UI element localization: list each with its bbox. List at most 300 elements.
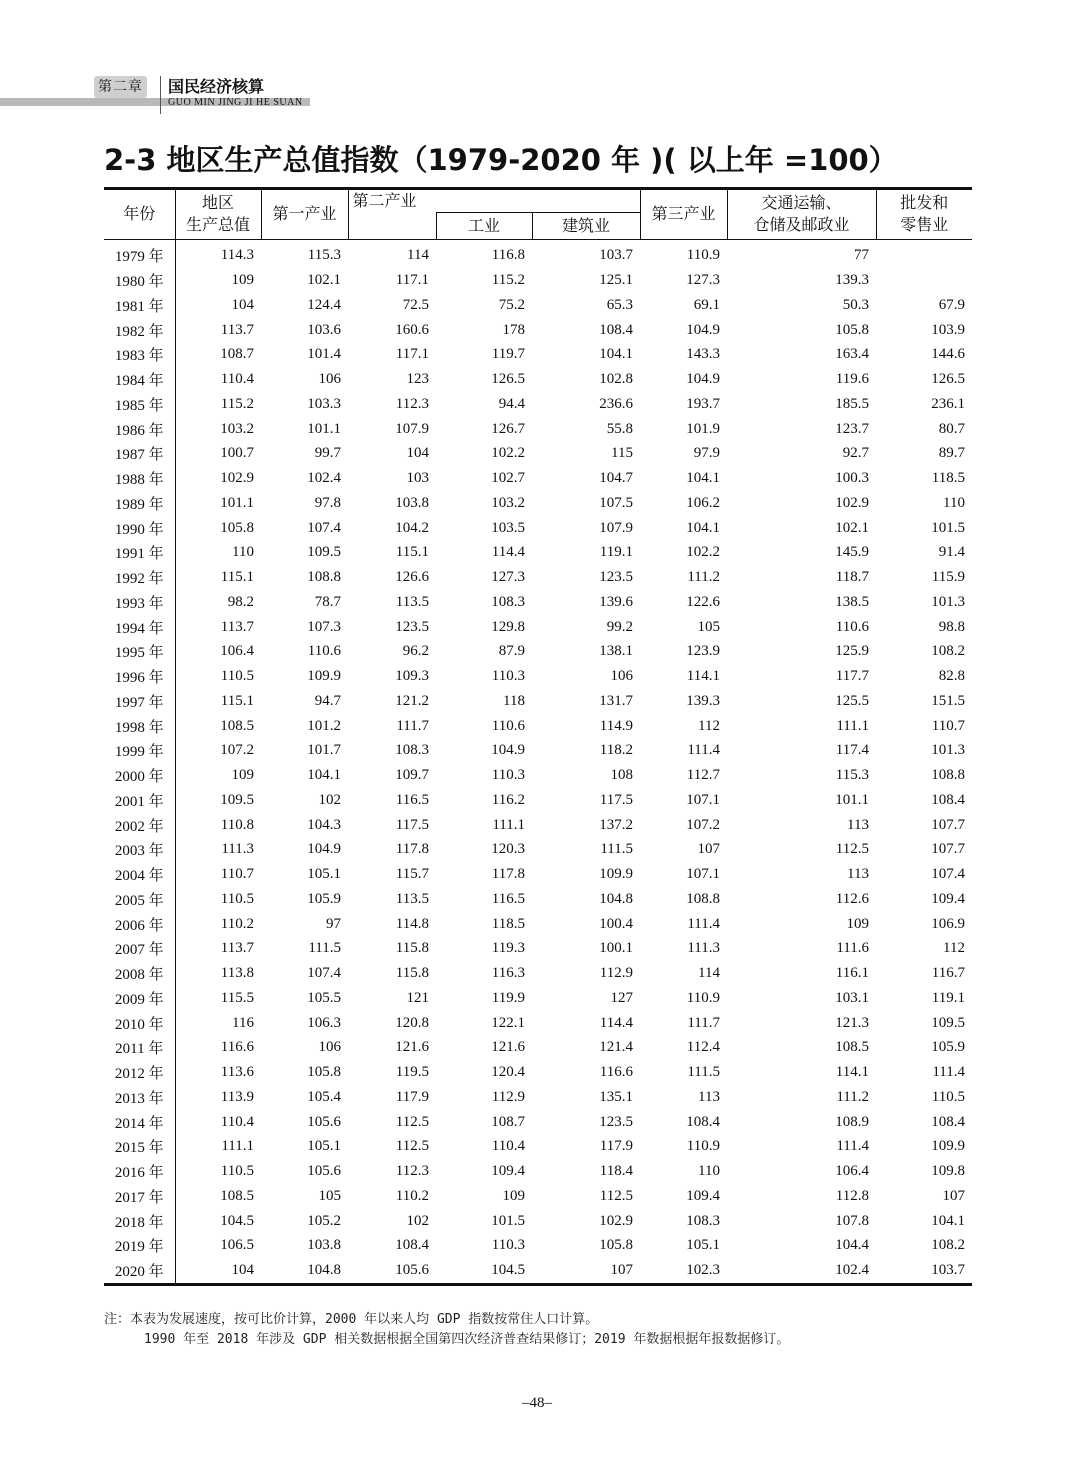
table-row [104, 1159, 972, 1184]
value-cell: 110.6 [491, 717, 525, 734]
value-cell: 104.9 [686, 321, 720, 338]
table-row [104, 541, 972, 566]
value-cell: 108.5 [220, 717, 254, 734]
table-row [104, 1258, 972, 1284]
value-cell: 101.9 [686, 420, 720, 437]
value-cell: 105.8 [835, 321, 869, 338]
value-cell: 118.5 [931, 470, 965, 487]
value-cell: 97 [326, 915, 341, 932]
value-cell: 117.7 [835, 668, 869, 685]
value-cell: 105.6 [348, 1258, 436, 1284]
value-cell: 121 [406, 989, 429, 1006]
value-cell: 100.4 [599, 915, 633, 932]
value-cell: 102.7 [491, 470, 525, 487]
value-cell: 103.1 [835, 989, 869, 1006]
value-cell: 105.4 [307, 1088, 341, 1105]
table-row [104, 516, 972, 541]
running-header [0, 70, 1074, 110]
value-cell: 110.4 [220, 371, 254, 388]
value-cell: 50.3 [842, 296, 869, 313]
value-cell: 127 [610, 989, 633, 1006]
value-cell: 111.5 [687, 1064, 720, 1081]
value-cell: 109 [502, 1187, 525, 1204]
value-cell: 98.8 [938, 618, 965, 635]
value-cell: 105.8 [307, 1064, 341, 1081]
value-cell: 102.9 [599, 1212, 633, 1229]
value-cell: 111.4 [932, 1064, 965, 1081]
value-cell: 107.4 [307, 519, 341, 536]
table-row [104, 961, 972, 986]
value-cell: 104 [175, 1258, 261, 1284]
value-cell: 102.2 [686, 544, 720, 561]
value-cell: 102.9 [220, 470, 254, 487]
value-cell: 101.3 [931, 742, 965, 759]
year-cell: 2010 年 [104, 1011, 175, 1036]
table-row [104, 640, 972, 665]
value-cell: 113.6 [220, 1064, 254, 1081]
year-cell: 2009 年 [104, 986, 175, 1011]
value-cell: 143.3 [686, 346, 720, 363]
value-cell: 123.5 [395, 618, 429, 635]
table-row [104, 714, 972, 739]
value-cell: 102.3 [640, 1258, 727, 1284]
value-cell: 116.5 [395, 791, 429, 808]
value-cell: 104.7 [599, 470, 633, 487]
value-cell: 111.1 [836, 717, 869, 734]
table-row [104, 912, 972, 937]
value-cell: 111.4 [836, 1138, 869, 1155]
value-cell: 110.7 [220, 866, 254, 883]
value-cell: 113.9 [220, 1088, 254, 1105]
value-cell: 120.4 [491, 1064, 525, 1081]
value-cell: 101.2 [307, 717, 341, 734]
value-cell: 107.5 [599, 494, 633, 511]
value-cell: 121.3 [835, 1014, 869, 1031]
value-cell: 151.5 [931, 692, 965, 709]
table-row [104, 862, 972, 887]
value-cell: 118.4 [599, 1163, 633, 1180]
value-cell: 67.9 [938, 296, 965, 313]
value-cell: 118.2 [599, 742, 633, 759]
value-cell: 89.7 [938, 445, 965, 462]
value-cell: 115.5 [220, 989, 254, 1006]
value-cell: 107.4 [931, 866, 965, 883]
value-cell: 101.5 [491, 1212, 525, 1229]
value-cell: 112.9 [491, 1088, 525, 1105]
value-cell: 114.1 [686, 668, 720, 685]
value-cell: 97.9 [693, 445, 720, 462]
chapter-title: 国民经济核算 [168, 77, 265, 96]
value-cell: 115.8 [395, 965, 429, 982]
value-cell: 111.4 [687, 915, 720, 932]
value-cell: 104.9 [686, 371, 720, 388]
value-cell: 109.5 [307, 544, 341, 561]
value-cell: 100.1 [599, 940, 633, 957]
value-cell: 123.9 [686, 643, 720, 660]
year-cell: 2003 年 [104, 838, 175, 863]
table-row [104, 268, 972, 293]
value-cell: 106.3 [307, 1014, 341, 1031]
table-row [104, 813, 972, 838]
value-cell: 102.8 [599, 371, 633, 388]
value-cell: 114.1 [835, 1064, 869, 1081]
value-cell: 109 [231, 767, 254, 784]
value-cell: 117.8 [395, 841, 429, 858]
value-cell: 115.7 [395, 866, 429, 883]
value-cell: 107 [942, 1187, 965, 1204]
value-cell: 108 [610, 767, 633, 784]
value-cell: 114.8 [395, 915, 429, 932]
header-retail: 批发和 零售业 [876, 189, 972, 240]
year-cell: 1996 年 [104, 664, 175, 689]
value-cell: 112.5 [835, 841, 869, 858]
value-cell: 110.9 [686, 989, 720, 1006]
year-cell: 2006 年 [104, 912, 175, 937]
year-cell: 1988 年 [104, 466, 175, 491]
value-cell: 94.7 [314, 692, 341, 709]
value-cell: 160.6 [395, 321, 429, 338]
value-cell: 106 [610, 668, 633, 685]
value-cell: 115.2 [491, 272, 525, 289]
value-cell: 104.1 [686, 519, 720, 536]
value-cell: 110.9 [686, 247, 720, 264]
year-cell: 2018 年 [104, 1209, 175, 1234]
value-cell: 111.1 [221, 1138, 254, 1155]
value-cell: 101.1 [220, 494, 254, 511]
value-cell: 114.9 [599, 717, 633, 734]
value-cell: 80.7 [938, 420, 965, 437]
value-cell: 102.4 [727, 1258, 876, 1284]
table-row [104, 239, 972, 268]
value-cell: 118.7 [835, 569, 869, 586]
value-cell: 101.5 [931, 519, 965, 536]
value-cell: 78.7 [314, 593, 341, 610]
year-cell: 1980 年 [104, 268, 175, 293]
value-cell: 185.5 [835, 395, 869, 412]
value-cell: 112.9 [599, 965, 633, 982]
table-row [104, 343, 972, 368]
value-cell: 112.4 [686, 1039, 720, 1056]
value-cell: 104.8 [599, 890, 633, 907]
value-cell: 117.9 [599, 1138, 633, 1155]
value-cell: 109.9 [931, 1138, 965, 1155]
table-body [104, 239, 972, 1285]
value-cell: 105 [697, 618, 720, 635]
value-cell: 126.5 [931, 371, 965, 388]
value-cell: 113.7 [220, 321, 254, 338]
value-cell: 112.5 [395, 1138, 429, 1155]
year-cell: 1987 年 [104, 442, 175, 467]
table-row [104, 1060, 972, 1085]
table-row [104, 417, 972, 442]
value-cell: 108.4 [599, 321, 633, 338]
value-cell: 104.2 [395, 519, 429, 536]
value-cell: 110.5 [220, 1163, 254, 1180]
value-cell: 119.9 [491, 989, 525, 1006]
value-cell: 120.3 [491, 841, 525, 858]
value-cell: 115.3 [835, 767, 869, 784]
value-cell: 119.3 [491, 940, 525, 957]
value-cell: 111.2 [687, 569, 720, 586]
value-cell: 119.1 [599, 544, 633, 561]
value-cell: 119.7 [491, 346, 525, 363]
value-cell: 113.5 [395, 890, 429, 907]
value-cell: 112.5 [395, 1113, 429, 1130]
table-row [104, 1110, 972, 1135]
value-cell: 103.7 [599, 247, 633, 264]
value-cell: 107.1 [686, 866, 720, 883]
table-row [104, 615, 972, 640]
value-cell: 109 [231, 272, 254, 289]
value-cell: 112 [698, 717, 720, 734]
value-cell: 107 [697, 841, 720, 858]
value-cell: 111.5 [308, 940, 341, 957]
value-cell: 123 [406, 371, 429, 388]
value-cell: 110 [698, 1163, 720, 1180]
value-cell: 102.1 [307, 272, 341, 289]
value-cell: 109.5 [220, 791, 254, 808]
value-cell: 112 [943, 940, 965, 957]
value-cell: 138.1 [599, 643, 633, 660]
value-cell: 117.1 [395, 272, 429, 289]
value-cell: 102.1 [835, 519, 869, 536]
year-cell: 1991 年 [104, 541, 175, 566]
value-cell: 109.4 [686, 1187, 720, 1204]
table-row [104, 565, 972, 590]
value-cell: 163.4 [835, 346, 869, 363]
value-cell: 116 [232, 1014, 254, 1031]
header-divider [160, 76, 161, 114]
value-cell: 109.3 [395, 668, 429, 685]
value-cell: 121.2 [395, 692, 429, 709]
value-cell: 97.8 [314, 494, 341, 511]
value-cell: 115.1 [220, 692, 254, 709]
value-cell: 103.8 [307, 1237, 341, 1254]
value-cell: 131.7 [599, 692, 633, 709]
value-cell: 108.9 [835, 1113, 869, 1130]
value-cell: 108.4 [931, 791, 965, 808]
value-cell: 82.8 [938, 668, 965, 685]
value-cell: 113 [847, 866, 869, 883]
value-cell: 127.3 [686, 272, 720, 289]
value-cell: 65.3 [606, 296, 633, 313]
table-row [104, 293, 972, 318]
value-cell: 112.5 [599, 1187, 633, 1204]
value-cell: 108.3 [491, 593, 525, 610]
value-cell: 113.7 [220, 618, 254, 635]
value-cell: 107.1 [686, 791, 720, 808]
value-cell: 117.5 [395, 816, 429, 833]
value-cell: 107.9 [599, 519, 633, 536]
table-row [104, 1036, 972, 1061]
value-cell: 117.1 [395, 346, 429, 363]
value-cell: 115.1 [395, 544, 429, 561]
year-cell: 1993 年 [104, 590, 175, 615]
value-cell: 104.9 [307, 841, 341, 858]
year-cell: 2014 年 [104, 1110, 175, 1135]
value-cell: 102.9 [835, 494, 869, 511]
value-cell: 112.3 [395, 1163, 429, 1180]
value-cell: 108.5 [220, 1187, 254, 1204]
value-cell: 104.8 [261, 1258, 348, 1284]
value-cell: 105.8 [599, 1237, 633, 1254]
value-cell: 108.4 [395, 1237, 429, 1254]
value-cell: 125.1 [599, 272, 633, 289]
value-cell: 119.6 [835, 371, 869, 388]
note-line-2: 1990 年至 2018 年涉及 GDP 相关数据根据全国第四次经济普查结果修订；2019 年数据根据年报数据修订。 [144, 1332, 790, 1347]
year-cell: 1984 年 [104, 367, 175, 392]
value-cell: 105 [318, 1187, 341, 1204]
value-cell: 103.3 [307, 395, 341, 412]
value-cell: 107.4 [307, 965, 341, 982]
value-cell: 106 [318, 371, 341, 388]
value-cell: 125.5 [835, 692, 869, 709]
value-cell: 139.6 [599, 593, 633, 610]
value-cell: 104 [406, 445, 429, 462]
value-cell: 104.3 [307, 816, 341, 833]
value-cell: 106.5 [220, 1237, 254, 1254]
value-cell: 102.4 [307, 470, 341, 487]
value-cell: 178 [502, 321, 525, 338]
value-cell: 104.1 [307, 767, 341, 784]
page-number: –48– [522, 1395, 552, 1411]
value-cell: 110.5 [220, 890, 254, 907]
table-row [104, 590, 972, 615]
value-cell: 109 [846, 915, 869, 932]
value-cell: 101.3 [931, 593, 965, 610]
value-cell: 112.6 [835, 890, 869, 907]
value-cell: 145.9 [835, 544, 869, 561]
value-cell: 129.8 [491, 618, 525, 635]
value-cell: 116.6 [220, 1039, 254, 1056]
value-cell: 110.3 [491, 668, 525, 685]
value-cell: 109.9 [599, 866, 633, 883]
table-row [104, 763, 972, 788]
value-cell: 124.4 [307, 296, 341, 313]
value-cell: 101.7 [307, 742, 341, 759]
value-cell: 104.5 [220, 1212, 254, 1229]
value-cell: 103.6 [307, 321, 341, 338]
value-cell: 92.7 [842, 445, 869, 462]
value-cell: 116.6 [599, 1064, 633, 1081]
value-cell: 69.1 [693, 296, 720, 313]
value-cell: 123.5 [599, 1113, 633, 1130]
value-cell: 113.7 [220, 940, 254, 957]
value-cell: 137.2 [599, 816, 633, 833]
header-transport: 交通运输、 仓储及邮政业 [727, 189, 876, 240]
chapter-badge: 第二章 [94, 76, 147, 98]
year-cell: 2011 年 [104, 1036, 175, 1061]
value-cell: 107.3 [307, 618, 341, 635]
table-row [104, 392, 972, 417]
value-cell: 110.4 [491, 1138, 525, 1155]
value-cell: 106 [318, 1039, 341, 1056]
value-cell: 105.6 [307, 1163, 341, 1180]
value-cell: 109.8 [931, 1163, 965, 1180]
value-cell: 106.4 [220, 643, 254, 660]
value-cell: 115.9 [931, 569, 965, 586]
year-cell: 2017 年 [104, 1184, 175, 1209]
value-cell: 108.5 [835, 1039, 869, 1056]
value-cell: 112.8 [835, 1187, 869, 1204]
table-notes [104, 1310, 789, 1350]
header-secondary: 第二产业 [348, 189, 640, 213]
value-cell: 107.7 [931, 841, 965, 858]
value-cell: 100.7 [220, 445, 254, 462]
value-cell: 104.5 [436, 1258, 532, 1284]
value-cell: 107.2 [220, 742, 254, 759]
value-cell: 87.9 [498, 643, 525, 660]
value-cell: 110.9 [686, 1138, 720, 1155]
value-cell: 106.9 [931, 915, 965, 932]
table-row [104, 1234, 972, 1259]
value-cell: 139.3 [686, 692, 720, 709]
value-cell: 101.4 [307, 346, 341, 363]
value-cell: 135.1 [599, 1088, 633, 1105]
value-cell: 104.1 [599, 346, 633, 363]
value-cell: 108.2 [931, 643, 965, 660]
year-cell: 2013 年 [104, 1085, 175, 1110]
value-cell: 115 [611, 445, 633, 462]
value-cell: 109.9 [307, 668, 341, 685]
value-cell: 110.5 [220, 668, 254, 685]
chapter-pinyin: GUO MIN JING JI HE SUAN [168, 97, 303, 108]
value-cell: 118.5 [491, 915, 525, 932]
value-cell: 125.9 [835, 643, 869, 660]
value-cell: 101.1 [307, 420, 341, 437]
value-cell: 139.3 [835, 272, 869, 289]
year-cell: 1999 年 [104, 739, 175, 764]
value-cell: 103.9 [931, 321, 965, 338]
value-cell: 77 [854, 247, 869, 264]
table-row [104, 1184, 972, 1209]
table-row [104, 1085, 972, 1110]
value-cell: 115.8 [395, 940, 429, 957]
value-cell: 114.4 [491, 544, 525, 561]
value-cell: 113 [847, 816, 869, 833]
value-cell: 114.4 [599, 1014, 633, 1031]
table-row [104, 937, 972, 962]
value-cell: 123.5 [599, 569, 633, 586]
value-cell: 107.7 [931, 816, 965, 833]
value-cell: 110 [943, 494, 965, 511]
value-cell: 105.9 [931, 1039, 965, 1056]
value-cell [876, 268, 972, 293]
value-cell: 110.6 [307, 643, 341, 660]
value-cell: 115.3 [307, 247, 341, 264]
value-cell: 106.2 [686, 494, 720, 511]
value-cell: 113 [698, 1088, 720, 1105]
value-cell: 109.7 [395, 767, 429, 784]
value-cell: 108.3 [686, 1212, 720, 1229]
value-cell: 96.2 [402, 643, 429, 660]
value-cell: 111.3 [687, 940, 720, 957]
year-cell: 1986 年 [104, 417, 175, 442]
value-cell: 108.8 [307, 569, 341, 586]
value-cell: 103 [406, 470, 429, 487]
header-primary: 第一产业 [261, 189, 348, 240]
table-row [104, 491, 972, 516]
value-cell: 102 [318, 791, 341, 808]
value-cell: 117.5 [599, 791, 633, 808]
value-cell: 107.2 [686, 816, 720, 833]
header-secondary-blank [348, 213, 436, 240]
value-cell: 105.9 [307, 890, 341, 907]
table-row [104, 1011, 972, 1036]
value-cell: 114 [698, 965, 720, 982]
year-cell: 1979 年 [104, 239, 175, 268]
year-cell: 2000 年 [104, 763, 175, 788]
